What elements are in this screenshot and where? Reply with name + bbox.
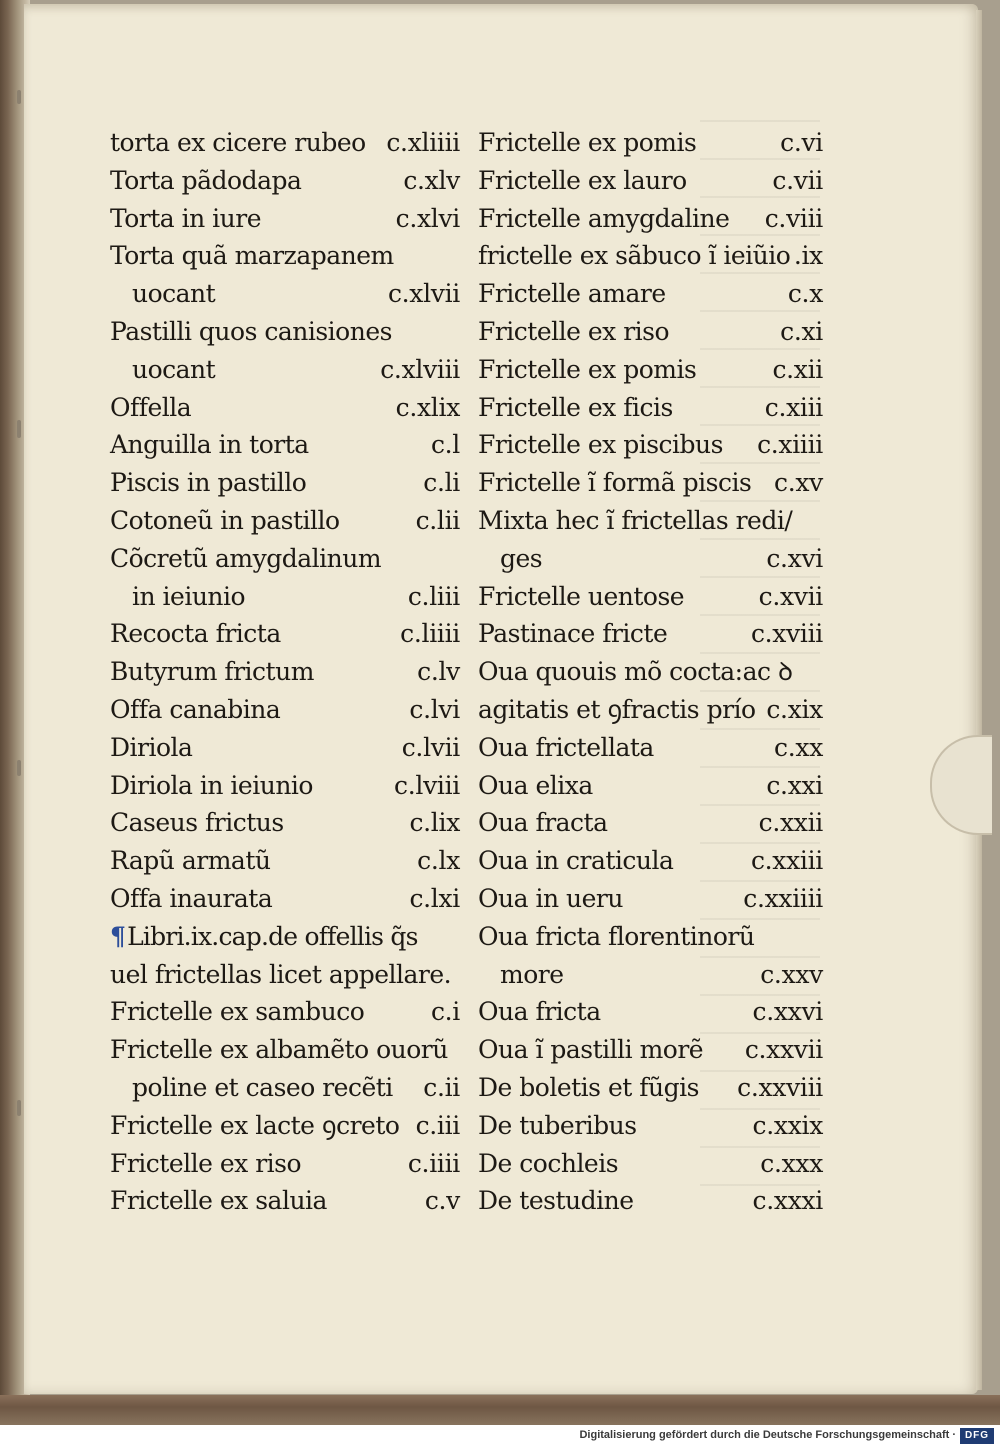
entry-chapter: c.x bbox=[787, 279, 823, 309]
entry-chapter: c.lix bbox=[409, 808, 460, 838]
entry-chapter: c.xix bbox=[766, 694, 823, 724]
dfg-logo: DFG bbox=[960, 1428, 994, 1444]
index-entry bbox=[110, 351, 460, 389]
entry-chapter: c.viii bbox=[764, 203, 823, 233]
index-entry bbox=[478, 162, 823, 200]
entry-chapter: c.iii bbox=[415, 1110, 460, 1140]
entry-title-text: poline et caseo recẽti bbox=[132, 1072, 393, 1102]
index-entry bbox=[110, 1145, 460, 1183]
entry-chapter: c.lv bbox=[417, 657, 460, 687]
entry-title bbox=[110, 426, 309, 464]
entry-title bbox=[110, 804, 284, 842]
book-board-bottom bbox=[0, 1395, 1000, 1425]
entry-title bbox=[500, 540, 542, 578]
index-entry bbox=[478, 993, 823, 1031]
index-entry bbox=[110, 956, 460, 994]
entry-title-text: torta ex cicere rubeo bbox=[110, 128, 366, 157]
entry-title-text: Frictelle ex saluia bbox=[110, 1186, 327, 1216]
entry-title bbox=[110, 464, 306, 502]
entry-chapter: c.lx bbox=[417, 846, 460, 876]
entry-title bbox=[110, 540, 381, 578]
entry-chapter: c.lviii bbox=[394, 770, 460, 800]
entry-title bbox=[478, 275, 666, 313]
entry-title-text: Caseus frictus bbox=[110, 808, 284, 838]
entry-chapter: c.liii bbox=[407, 581, 460, 611]
index-entry bbox=[478, 1182, 823, 1220]
entry-title-text: Frictelle ex riso bbox=[478, 316, 670, 346]
entry-chapter: c.xxiii bbox=[750, 846, 823, 876]
entry-chapter: c.xxii bbox=[758, 808, 823, 838]
entry-chapter: c.xxv bbox=[760, 959, 823, 989]
entry-title-text: Torta in iure bbox=[110, 203, 262, 233]
index-entry bbox=[110, 124, 460, 162]
index-entry bbox=[110, 578, 460, 616]
entry-title bbox=[110, 918, 418, 956]
index-entry bbox=[478, 615, 823, 653]
entry-title bbox=[110, 162, 301, 200]
entry-title-text: Butyrum frictum bbox=[110, 657, 314, 687]
entry-chapter: c.xxix bbox=[752, 1110, 823, 1140]
entry-chapter: c.xxviii bbox=[737, 1072, 823, 1102]
entry-title-text: Pastilli quos canisiones bbox=[110, 316, 392, 346]
index-entry bbox=[110, 237, 460, 275]
entry-title bbox=[110, 767, 313, 805]
entry-title bbox=[478, 426, 723, 464]
entry-title-text: Frictelle ex piscibus bbox=[478, 430, 723, 460]
entry-title-text: more bbox=[500, 959, 564, 989]
index-entry bbox=[110, 729, 460, 767]
index-entry bbox=[478, 275, 823, 313]
entry-title bbox=[478, 729, 654, 767]
index-entry bbox=[110, 540, 460, 578]
entry-chapter: c.lxi bbox=[409, 883, 460, 913]
index-entry bbox=[478, 124, 823, 162]
entry-chapter: c.xvii bbox=[758, 581, 823, 611]
entry-title bbox=[478, 804, 608, 842]
index-entry bbox=[478, 1031, 823, 1069]
index-entry bbox=[110, 653, 460, 691]
index-entry bbox=[478, 200, 823, 238]
index-column-left bbox=[110, 124, 460, 1220]
index-entry bbox=[110, 918, 460, 956]
entry-title-text: uocant bbox=[132, 279, 216, 309]
entry-chapter: c.xv bbox=[774, 468, 823, 498]
entry-title bbox=[478, 880, 623, 918]
entry-title bbox=[110, 200, 261, 238]
index-entry bbox=[478, 956, 823, 994]
index-entry bbox=[478, 1069, 823, 1107]
entry-title bbox=[478, 767, 593, 805]
index-entry bbox=[478, 313, 823, 351]
entry-title bbox=[110, 124, 366, 162]
entry-title-text: De testudine bbox=[478, 1186, 634, 1216]
index-entry bbox=[110, 162, 460, 200]
entry-chapter: c.xii bbox=[772, 354, 823, 384]
entry-title-text: uocant bbox=[132, 354, 216, 384]
entry-title-text: ges bbox=[500, 543, 543, 573]
entry-chapter: c.li bbox=[423, 468, 460, 498]
entry-title-text: Cotoneũ in pastillo bbox=[110, 505, 340, 535]
index-entry bbox=[478, 389, 823, 427]
entry-title bbox=[500, 956, 564, 994]
entry-chapter: c.vi bbox=[780, 128, 823, 157]
index-entry bbox=[478, 842, 823, 880]
entry-title-text: Recocta fricta bbox=[110, 619, 281, 649]
entry-title bbox=[478, 1107, 637, 1145]
entry-title-text: Frictelle ex pomis bbox=[478, 128, 697, 157]
entry-title-text: Frictelle amygdaline bbox=[478, 203, 730, 233]
entry-chapter: c.xliiii bbox=[386, 128, 460, 157]
entry-title bbox=[110, 729, 192, 767]
entry-title bbox=[110, 1107, 399, 1145]
entry-title bbox=[110, 691, 280, 729]
index-entry bbox=[478, 691, 823, 729]
entry-chapter: c.xxiiii bbox=[743, 883, 823, 913]
entry-title-text: Frictelle amare bbox=[478, 279, 666, 309]
entry-chapter: c.xxvi bbox=[752, 997, 823, 1027]
index-entry bbox=[110, 200, 460, 238]
index-entry bbox=[110, 1031, 460, 1069]
entry-title-text: De boletis et fũgis bbox=[478, 1072, 699, 1102]
entry-chapter: c.xlviii bbox=[380, 354, 460, 384]
index-entry bbox=[478, 804, 823, 842]
entry-title bbox=[478, 124, 696, 162]
entry-title bbox=[110, 653, 314, 691]
entry-title-text: Frictelle uentose bbox=[478, 581, 685, 611]
footer-bar bbox=[0, 1425, 1000, 1448]
entry-title bbox=[478, 1069, 699, 1107]
entry-title bbox=[478, 993, 601, 1031]
entry-title-text: agitatis et ꝯfractis prío bbox=[478, 694, 756, 724]
index-entry bbox=[110, 880, 460, 918]
entry-title-text: Oua in craticula bbox=[478, 846, 674, 876]
entry-chapter: c.xxi bbox=[766, 770, 823, 800]
entry-title-text: Torta pãdodapa bbox=[110, 165, 302, 195]
entry-title-text: Frictelle ĩ formã piscis bbox=[478, 468, 752, 498]
entry-chapter: c.lii bbox=[415, 505, 460, 535]
entry-chapter: c.liiii bbox=[400, 619, 460, 649]
entry-title bbox=[478, 162, 687, 200]
entry-chapter: c.xlix bbox=[395, 392, 460, 422]
entry-title-text: Oua elixa bbox=[478, 770, 593, 800]
index-entry bbox=[478, 237, 823, 275]
entry-title-text: Oua fricta bbox=[478, 997, 601, 1027]
entry-title bbox=[110, 956, 451, 994]
entry-title bbox=[110, 842, 270, 880]
entry-title bbox=[478, 237, 790, 275]
entry-title-text: Oua fricta florentinorũ bbox=[478, 921, 755, 951]
entry-title bbox=[132, 275, 215, 313]
entry-title bbox=[478, 502, 792, 540]
entry-title bbox=[132, 351, 215, 389]
index-entry bbox=[110, 767, 460, 805]
entry-title bbox=[478, 842, 673, 880]
entry-title bbox=[110, 1031, 448, 1069]
index-entry bbox=[110, 691, 460, 729]
entry-title-text: Offa inaurata bbox=[110, 883, 273, 913]
index-entry bbox=[478, 540, 823, 578]
index-entry bbox=[110, 464, 460, 502]
index-entry bbox=[478, 426, 823, 464]
entry-title-text: Oua fracta bbox=[478, 808, 608, 838]
index-entry bbox=[110, 615, 460, 653]
entry-title bbox=[110, 389, 191, 427]
entry-title bbox=[478, 691, 756, 729]
index-entry bbox=[478, 880, 823, 918]
entry-chapter: c.xlvi bbox=[395, 203, 460, 233]
entry-title-text: Offella bbox=[110, 392, 192, 422]
entry-title bbox=[478, 1182, 634, 1220]
entry-chapter: c.xvi bbox=[766, 543, 823, 573]
binding-stitch bbox=[17, 90, 21, 104]
entry-title-text: Frictelle ex lacte ꝯcreto bbox=[110, 1110, 400, 1140]
entry-chapter: c.lvii bbox=[401, 732, 460, 762]
index-entry bbox=[110, 1182, 460, 1220]
page-edge bbox=[976, 10, 982, 1390]
entry-chapter: c.xxxi bbox=[752, 1186, 823, 1216]
entry-title-text: Libri.ix.cap.de offellis q̃s bbox=[127, 921, 418, 951]
index-entry bbox=[110, 993, 460, 1031]
index-entry bbox=[478, 767, 823, 805]
entry-title bbox=[478, 918, 754, 956]
index-entry bbox=[110, 426, 460, 464]
entry-title-text: Oua in ueru bbox=[478, 883, 623, 913]
entry-title-text: Frictelle ex riso bbox=[110, 1148, 302, 1178]
entry-title-text: Rapũ armatũ bbox=[110, 846, 271, 876]
entry-title bbox=[110, 502, 340, 540]
entry-title-text: Frictelle ex albamẽto ouorũ bbox=[110, 1035, 448, 1065]
index-entry bbox=[110, 502, 460, 540]
index-entry bbox=[110, 804, 460, 842]
entry-title bbox=[110, 237, 394, 275]
entry-title bbox=[478, 653, 792, 691]
entry-title bbox=[478, 351, 696, 389]
index-entry bbox=[478, 1107, 823, 1145]
entry-title-text: Frictelle ex ficis bbox=[478, 392, 673, 422]
index-entry bbox=[110, 275, 460, 313]
entry-title bbox=[478, 464, 751, 502]
entry-chapter: c.iiii bbox=[407, 1148, 460, 1178]
index-entry bbox=[478, 918, 823, 956]
entry-chapter: c.v bbox=[424, 1186, 460, 1216]
entry-chapter: c.l bbox=[430, 430, 460, 460]
index-entry bbox=[110, 389, 460, 427]
entry-title-text: Torta quã marzapanem bbox=[110, 241, 394, 271]
entry-title bbox=[132, 578, 245, 616]
entry-title bbox=[110, 993, 364, 1031]
entry-chapter: c.xiiii bbox=[757, 430, 823, 460]
index-entry bbox=[478, 1145, 823, 1183]
entry-title bbox=[478, 389, 673, 427]
entry-chapter: c.xxx bbox=[760, 1148, 823, 1178]
entry-title-text: Anguilla in torta bbox=[110, 430, 309, 460]
entry-title-text: Frictelle ex pomis bbox=[478, 354, 697, 384]
entry-chapter: c.xviii bbox=[750, 619, 823, 649]
entry-chapter: c.xx bbox=[774, 732, 823, 762]
entry-title-text: Offa canabina bbox=[110, 694, 281, 724]
entry-title-text: Diriola bbox=[110, 732, 193, 762]
entry-chapter: c.xiii bbox=[764, 392, 823, 422]
entry-title bbox=[110, 615, 281, 653]
index-entry bbox=[478, 464, 823, 502]
index-entry bbox=[478, 578, 823, 616]
entry-title-text: Frictelle ex lauro bbox=[478, 165, 687, 195]
entry-title bbox=[478, 313, 669, 351]
entry-chapter: c.xlvii bbox=[387, 279, 460, 309]
entry-title bbox=[132, 1069, 393, 1107]
entry-chapter: c.xi bbox=[780, 316, 823, 346]
entry-chapter: c.xxvii bbox=[744, 1035, 823, 1065]
entry-title bbox=[478, 1031, 703, 1069]
pilcrow-icon: ¶ bbox=[110, 921, 126, 951]
entry-title-text: Frictelle ex sambuco bbox=[110, 997, 365, 1027]
index-entry bbox=[478, 502, 823, 540]
entry-title-text: Oua quouis mõ cocta:ac ꝺ bbox=[478, 657, 793, 687]
entry-chapter: c.i bbox=[430, 997, 460, 1027]
entry-chapter: .ix bbox=[793, 241, 823, 271]
entry-title-text: Mixta hec ĩ frictellas redi/ bbox=[478, 505, 793, 535]
index-entry bbox=[110, 1069, 460, 1107]
entry-title bbox=[478, 1145, 618, 1183]
binding-stitch bbox=[17, 760, 21, 776]
entry-title-text: Oua ĩ pastilli morẽ bbox=[478, 1035, 704, 1065]
index-entry bbox=[110, 1107, 460, 1145]
entry-title bbox=[478, 200, 729, 238]
entry-title-text: in ieiunio bbox=[132, 581, 246, 611]
index-entry bbox=[478, 351, 823, 389]
entry-chapter: c.xlv bbox=[403, 165, 460, 195]
entry-title bbox=[110, 1145, 301, 1183]
entry-title bbox=[110, 1182, 327, 1220]
entry-title bbox=[110, 880, 272, 918]
binding-stitch bbox=[17, 420, 21, 438]
entry-title-text: Pastinace fricte bbox=[478, 619, 668, 649]
entry-title-text: Piscis in pastillo bbox=[110, 468, 307, 498]
entry-chapter: c.ii bbox=[423, 1072, 460, 1102]
index-column-right bbox=[478, 124, 823, 1220]
entry-chapter: c.lvi bbox=[409, 694, 460, 724]
entry-title-text: De tuberibus bbox=[478, 1110, 637, 1140]
index-entry bbox=[478, 653, 823, 691]
entry-title-text: frictelle ex sãbuco ĩ ieiũio bbox=[478, 241, 791, 271]
entry-chapter: c.vii bbox=[772, 165, 823, 195]
binding-stitch bbox=[17, 1100, 21, 1116]
entry-title-text: Cõcretũ amygdalinum bbox=[110, 543, 382, 573]
digitization-credit: Digitalisierung gefördert durch die Deutsche Forschungsgemeinschaft · bbox=[579, 1429, 956, 1441]
entry-title-text: uel frictellas licet appellare. bbox=[110, 959, 452, 989]
entry-title-text: De cochleis bbox=[478, 1148, 619, 1178]
index-entry bbox=[110, 313, 460, 351]
index-entry bbox=[478, 729, 823, 767]
index-entry bbox=[110, 842, 460, 880]
entry-title bbox=[478, 578, 684, 616]
entry-title bbox=[110, 313, 392, 351]
entry-title bbox=[478, 615, 667, 653]
entry-title-text: Diriola in ieiunio bbox=[110, 770, 313, 800]
entry-title-text: Oua frictellata bbox=[478, 732, 654, 762]
